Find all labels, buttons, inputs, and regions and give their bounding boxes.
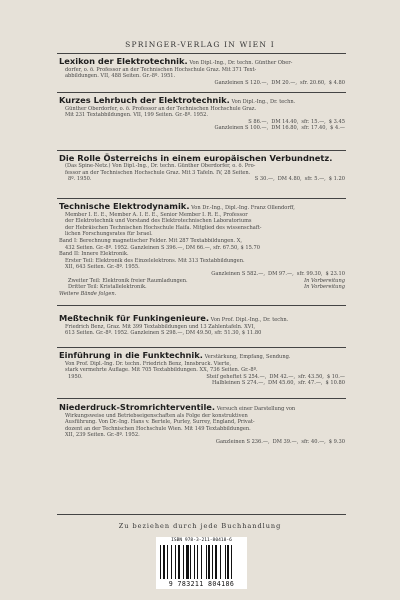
price-line: Ganzleinen S 582.—, DM 97.—, sfr. 99.30, $ 23.10 — [211, 270, 345, 277]
barcode-bar — [163, 545, 165, 579]
entry-divider — [57, 347, 346, 348]
barcode-bar — [212, 545, 213, 579]
header-rule — [57, 53, 346, 54]
entry-divider — [57, 398, 346, 399]
price-line: 1950. Steif geheftet S 254.—, DM 42.—, sfr. 43.50, $ 10.— — [68, 373, 345, 380]
book-title: Lexikon der Elektrotechnik. — [59, 56, 188, 66]
book-entry-elektrodynamik: Technische Elektrodynamik. Von Dr.-Ing., Dipl.-Ing. Franz Ollendorff, Member I. E. E., Member A. I. E. E., Senior Member I. R. E., Professor der Elektrotechnik und Vorstand des Elektrotechnischen Laboratoriums der Hebräischen Technischen Hochschule Haifa. Mitglied des wissenschaft- lichen Forschungsrates für Israel. Band I: Berechnung magnetischer Felder. Mit 287 Textabbildungen. X, 432 Seiten. Gr.-8º. 1952. Ganzleinen S 396.—, DM 66.—, sfr. 67.50, $ 15.70 Band II: Innere Elektronik. Erster Teil: Elektronik des Einzelelektrons. Mit 313 Textabbildungen. XII, 643 Seiten. Gr.-8º. 1955. Ganzleinen S 582.—, DM 97.—, sfr. 99.30, $ 23.10 Zweiter Teil: Elektronik freier Raumladungen. In Vorbereitung Dritter Teil: Kristallelektronik. In Vorbereitung Weitere Bände folgen. — [59, 201, 345, 297]
barcode-bar — [186, 545, 189, 579]
barcode-bar — [206, 545, 207, 579]
book-title: Meßtechnik für Funkingenieure. — [59, 313, 209, 323]
book-title: Niederdruck-Stromrichterventile. — [59, 402, 216, 412]
price-line: Ganzleinen S 120.—, DM 20.—, sfr. 20.60, $ 4.80 — [214, 79, 345, 86]
book-title: Die Rolle Österreichs in einem europäischen Verbundnetz. — [59, 153, 333, 163]
book-entry-kurzes-lehrbuch: Kurzes Lehrbuch der Elektrotechnik. Von Dipl.-Ing., Dr. techn. Günther Oberdorfer, o. ö. Professor an der Technischen Hochschule Graz. Mit 231 Textabbildungen. VII, 199 Seiten. Gr.-8º. 1952. S 86.—, DM 14.40, sfr. 15.—, $ 3.45 Ganzleinen S 100.—, DM 16.80, sfr. 17.40, $ 4.— — [59, 95, 345, 132]
price-line: Ganzleinen S 100.—, DM 16.80, sfr. 17.40, $ 4.— — [214, 125, 345, 132]
availability-note: Zu beziehen durch jede Buchhandlung — [118, 522, 282, 530]
entry-divider — [57, 92, 346, 93]
book-title: Kurzes Lehrbuch der Elektrotechnik. — [59, 95, 230, 105]
book-entry-lexikon: Lexikon der Elektrotechnik. Von Dipl.-Ing., Dr. techn. Günther Ober- dorfer, o. ö. Professor an der Technischen Hochschule Graz. Mit 371 Text- abbildungen. VII, 488 Seiten. Gr.-8º. 1951. Ganzleinen S 120.—, DM 20.—, sfr. 20.60, $ 4.80 — [59, 56, 345, 86]
barcode-bar — [208, 545, 210, 579]
price-line: Ganzleinen S 236.—, DM 39.—, sfr. 40.—, $ 9.30 — [215, 438, 345, 445]
barcode-bar — [225, 545, 226, 579]
band-1: Band I: Berechnung magnetischer Felder. Mit 287 Textabbildungen. X, — [59, 237, 243, 244]
barcode-bar — [190, 545, 191, 579]
book-title: Einführung in die Funktechnik. — [59, 350, 203, 360]
barcode-bar — [194, 545, 195, 579]
barcode-bar — [167, 545, 168, 579]
price-line: S 86.—, DM 14.40, sfr. 15.—, $ 3.45 — [248, 118, 345, 125]
entry-divider — [57, 305, 346, 306]
barcode-bar — [171, 545, 172, 579]
isbn-label: ISBN 978-3-211-80418-6 — [171, 538, 232, 543]
barcode-bar — [197, 545, 198, 579]
barcode-digits: 9 783211 804186 — [168, 580, 235, 588]
book-entry-stromrichterventile: Niederdruck-Stromrichterventile. Versuch einer Darstellung von Wirkungsweise und Betriebseigenschaften als Folge der konstruktiven Ausführung. Von Dr.-Ing. Hans v. Bertele, Purley, Surrey, England, Privat- dozent an der Technischen Hochschule Wien. Mit 149 Textabbildungen. XII, 239 Seiten. Gr.-8º. 1952. Ganzleinen S 236.—, DM 39.—, sfr. 40.—, $ 9.30 — [59, 402, 345, 445]
barcode-bar — [227, 545, 229, 579]
barcode-bars — [160, 545, 243, 579]
price-line: 8º. 1950. S 30.—, DM 4.80, sfr. 5.—, $ 1.20 — [68, 176, 345, 183]
publisher-header: SPRINGER-VERLAG IN WIEN I — [125, 40, 275, 49]
barcode-bar — [160, 545, 161, 579]
price-line: Halbleinen S 274.—, DM 45.60, sfr. 47.—, $ 10.80 — [211, 380, 345, 387]
entry-divider — [57, 198, 346, 199]
book-entry-messtechnik: Meßtechnik für Funkingenieure. Von Prof. Dipl.-Ing., Dr. techn. Friedrich Benz, Graz. Mit 399 Textabbildungen und 13 Zahlentafeln. XVI, 613 Seiten. Gr.-8º. 1952. Ganzleinen S 298.—, DM 49.50, sfr. 51.30, $ 11.80 — [59, 313, 289, 337]
book-entry-rolle-oesterreichs: Die Rolle Österreichs in einem europäischen Verbundnetz. (Das Spine-Netz.) Von Dipl.-Ing., Dr. techn. Günther Oberdorfer, o. ö. Pro- fessor an der Technischen Hochschule Graz. Mit 3 Tafeln. IV, 28 Seiten. 8º. 1950. S 30.—, DM 4.80, sfr. 5.—, $ 1.20 — [59, 153, 345, 183]
barcode-bar — [183, 545, 184, 579]
barcode-bar — [175, 545, 176, 579]
footer-rule — [57, 514, 346, 515]
band-2: Band II: Innere Elektronik. — [59, 251, 129, 258]
barcode-bar — [201, 545, 202, 579]
book-entry-funktechnik: Einführung in die Funktechnik. Verstärkung, Empfang, Sendung. Von Prof. Dipl.-Ing. Dr. techn. Friedrich Benz, Innsbruck. Vierte, stark vermehrte Auflage. Mit 705 Textabbildungen. XX, 736 Seiten. Gr.-8º. 1950. Steif geheftet S 254.—, DM 42.—, sfr. 43.50, $ 10.— Halbleinen S 274.—, DM 45.60, sfr. 47.—, $ 10.80 — [59, 350, 345, 387]
barcode-bar — [231, 545, 232, 579]
barcode-bar — [215, 545, 217, 579]
barcode — [156, 537, 247, 589]
barcode-bar — [220, 545, 221, 579]
entry-divider — [57, 150, 346, 151]
barcode-bar — [178, 545, 180, 579]
book-title: Technische Elektrodynamik. — [59, 201, 190, 211]
